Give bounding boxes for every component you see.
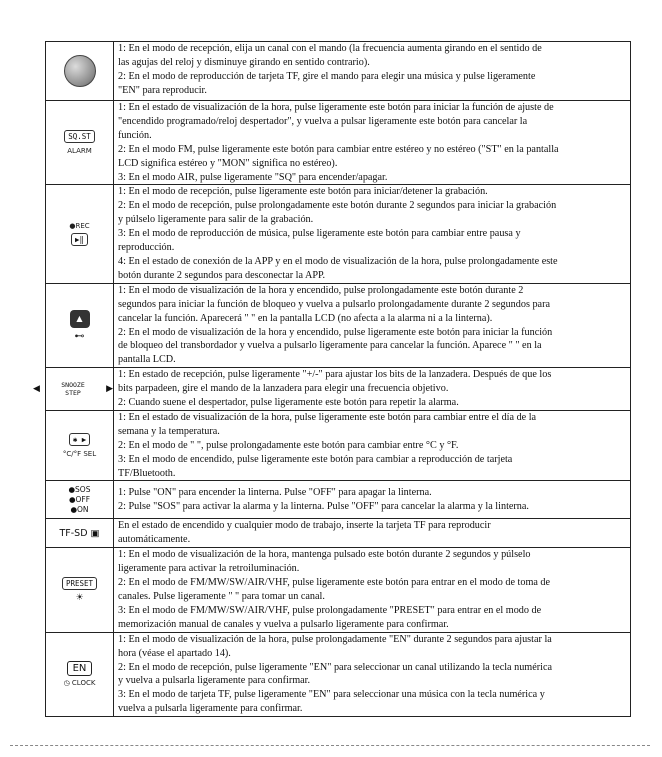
text-line: las agujas del reloj y disminuye girando en sentido contrario).: [118, 56, 370, 68]
tf-sd-card-icon: TF-SD ▣: [59, 527, 100, 539]
description-cell: [114, 632, 631, 716]
text-line: 2: Cuando suene el despertador, pulse ligeramente este botón para repetir la alarma.: [118, 397, 459, 409]
clock-icon: ◷ CLOCK: [63, 679, 96, 688]
text-line: de bloqueo del transbordador y vuelva a pulsarlo ligeramente para cancelar la función. Aparece " " en la: [118, 340, 542, 352]
text-line: hora (véase el apartado 14).: [118, 647, 231, 659]
table-row: [46, 185, 631, 283]
sos-label: ●SOS: [68, 484, 91, 494]
text-line: semana y la temperatura.: [118, 425, 220, 437]
text-line: 3: En el modo de tarjeta TF, pulse ligeramente "EN" para seleccionar una música con la tecla numérica y: [118, 689, 545, 701]
text-line: ligeramente para activar la retroiluminación.: [118, 563, 300, 575]
text-line: 1: En estado de recepción, pulse ligeramente "+/-" para ajustar los bits de la lanzadera. Después de que los: [118, 369, 552, 381]
bluetooth-play-icon: ✱ ▶: [69, 433, 91, 446]
icon-cell: [46, 481, 114, 519]
text-line: vuelva a pulsarla ligeramente para confirmar.: [118, 703, 303, 715]
text-line: bits parpadeen, gire el mando de la lanzadera para elegir una frecuencia objetivo.: [118, 383, 449, 395]
clock-label: CLOCK: [71, 679, 96, 688]
text-line: "encendido programado/reloj despertador", y vuelva a pulsar ligeramente este botón para cancelar la: [118, 115, 528, 127]
text-line: "EN" para reproducir.: [118, 84, 207, 96]
right-arrow-icon: ▶: [106, 384, 113, 395]
text-line: 2: En el modo de FM/MW/SW/AIR/VHF, pulse ligeramente este botón para entrar en el modo de toma de: [118, 577, 551, 589]
record-icon: ●REC: [69, 222, 90, 231]
table-row: [46, 368, 631, 411]
icon-cell: [46, 410, 114, 481]
description-cell: [114, 101, 631, 185]
table-row: [46, 42, 631, 101]
icon-cell: [46, 548, 114, 632]
description-cell: [114, 548, 631, 632]
flashlight-switch-icon: [46, 481, 113, 518]
key-icon: ⊷: [74, 330, 85, 342]
text-line: canales. Pulse ligeramente " " para tomar un canal.: [118, 591, 325, 602]
text-line: 2: En el modo de recepción, pulse prolongadamente este botón durante 2 segundos para iniciar la grabación: [118, 200, 557, 212]
text-line: 3: En el modo AIR, pulse ligeramente "SQ" para encender/apagar.: [118, 171, 388, 183]
text-line: 2: En el modo FM, pulse ligeramente este botón para cambiar entre estéreo y no estéreo ("ST" en la pantalla: [118, 143, 559, 155]
text-line: 1: En el modo de recepción, pulse ligeramente este botón para iniciar/detener la grabación.: [118, 186, 488, 198]
text-line: 2: Pulse "SOS" para activar la alarma y la linterna. Pulse "OFF" para cancelar la alarma y la linterna.: [118, 500, 529, 512]
text-line: 1: En el modo de visualización de la hora y encendido, pulse prolongadamente este botón durante 2: [118, 284, 524, 296]
text-line: 2: En el modo de recepción, pulse ligeramente "EN" para seleccionar un canal utilizando la tecla numérica: [118, 661, 553, 673]
text-line: 2: En el modo de reproducción de tarjeta TF, gire el mando para elegir una música y pulse ligeramente: [118, 70, 536, 82]
text-line: 2: En el modo de " ", pulse prolongadamente este botón para cambiar entre °C y °F.: [118, 439, 459, 451]
tf-sd-label: TF-SD: [59, 527, 88, 539]
text-line: En el estado de encendido y cualquier modo de trabajo, inserte la tarjeta TF para reproducir: [118, 520, 491, 532]
snooze-step-button-icon: [61, 381, 84, 397]
text-line: LCD significa estéreo y "MON" significa no estéreo).: [118, 157, 338, 169]
text-line: botón durante 2 segundos para desconectar la APP.: [118, 269, 326, 281]
left-arrow-icon: ◀: [33, 384, 40, 395]
text-line: 3: En el modo de encendido, pulse ligeramente este botón para cambiar a reproducción de tarjeta: [118, 453, 513, 465]
text-line: 1: Pulse "ON" para encender la linterna. Pulse "OFF" para apagar la linterna.: [118, 487, 432, 499]
table-row: [46, 519, 631, 548]
icon-cell: [46, 283, 114, 367]
preset-button-icon: PRESET: [62, 577, 97, 590]
icon-cell: [33, 368, 114, 411]
text-line: y vuelva a pulsarla ligeramente para confirmar.: [118, 675, 311, 687]
text-line: memorización manual de canales y vuelva a pulsarlo ligeramente para confirmar.: [118, 618, 449, 630]
text-line: automáticamente.: [118, 534, 191, 546]
sq-st-button-icon: SQ.ST: [64, 130, 95, 143]
text-line: 1: En el modo de visualización de la hora, mantenga pulsado este botón durante 2 segundos y púlselo: [118, 549, 531, 561]
description-cell: [114, 42, 631, 101]
text-line: reproducción.: [118, 242, 175, 254]
text-line: 2: En el modo de visualización de la hora y encendido, pulse ligeramente este botón para iniciar la función: [118, 326, 553, 338]
text-line: 4: En el estado de conexión de la APP y en el modo de visualización de la hora, pulse prolongadamente este: [118, 255, 558, 267]
table-row: [46, 481, 631, 519]
temperature-select-icon: °C/°F SEL: [62, 450, 97, 459]
lock-button-icon: ▲: [70, 310, 90, 328]
play-pause-icon: ▶‖: [71, 233, 88, 246]
description-cell: [114, 283, 631, 367]
description-cell: [114, 368, 631, 411]
description-cell: [114, 185, 631, 283]
table-row: [46, 632, 631, 716]
text-line: 1: En el estado de visualización de la hora, pulse ligeramente este botón para cambiar entre el día de la: [118, 411, 537, 423]
table-row: [46, 410, 631, 481]
text-line: segundos para iniciar la función de bloqueo y vuelva a pulsarlo prolongadamente durante 2 segundos para: [118, 298, 550, 310]
text-line: 1: En el estado de visualización de la hora, pulse ligeramente este botón para iniciar la función de ajuste de: [118, 102, 554, 113]
page-bottom-divider: [10, 745, 650, 746]
text-line: 1: En el modo de visualización de la hora, pulse prolongadamente "EN" durante 2 segundos para ajustar la: [118, 633, 552, 645]
text-line: 1: En el modo de recepción, elija un canal con el mando (la frecuencia aumenta girando en el sentido de: [118, 43, 542, 54]
off-label: ●OFF: [68, 494, 91, 504]
icon-cell: [46, 519, 114, 548]
table-row: [46, 548, 631, 632]
text-line: cancelar la función. Aparecerá " " en la pantalla LCD (no afecta a la alarma ni a la linterna).: [118, 312, 493, 324]
snooze-label: SNOOZE: [61, 381, 85, 390]
text-line: 3: En el modo de FM/MW/SW/AIR/VHF, pulse prolongadamente "PRESET" para entrar en el modo de: [118, 604, 542, 616]
icon-cell: [46, 42, 114, 101]
step-label: STEP: [65, 389, 81, 398]
description-cell: [114, 410, 631, 481]
tuning-knob-icon: [64, 55, 96, 87]
text-line: pantalla LCD.: [118, 354, 176, 366]
en-button-icon: EN: [67, 661, 93, 676]
backlight-icon: ☀: [75, 593, 84, 603]
description-cell: [114, 481, 631, 519]
icon-cell: [46, 632, 114, 716]
table-row: [46, 283, 631, 367]
text-line: y púlselo ligeramente para salir de la grabación.: [118, 214, 314, 226]
icon-cell: [46, 185, 114, 283]
button-function-table: [33, 41, 631, 717]
description-cell: [114, 519, 631, 548]
text-line: 3: En el modo de reproducción de música, pulse ligeramente este botón para cambiar entre pausa y: [118, 228, 521, 240]
icon-cell: [46, 101, 114, 185]
text-line: función.: [118, 129, 152, 141]
alarm-icon: ALARM: [67, 147, 92, 156]
text-line: TF/Bluetooth.: [118, 467, 176, 479]
table-row: [46, 101, 631, 185]
on-label: ●ON: [70, 504, 89, 514]
